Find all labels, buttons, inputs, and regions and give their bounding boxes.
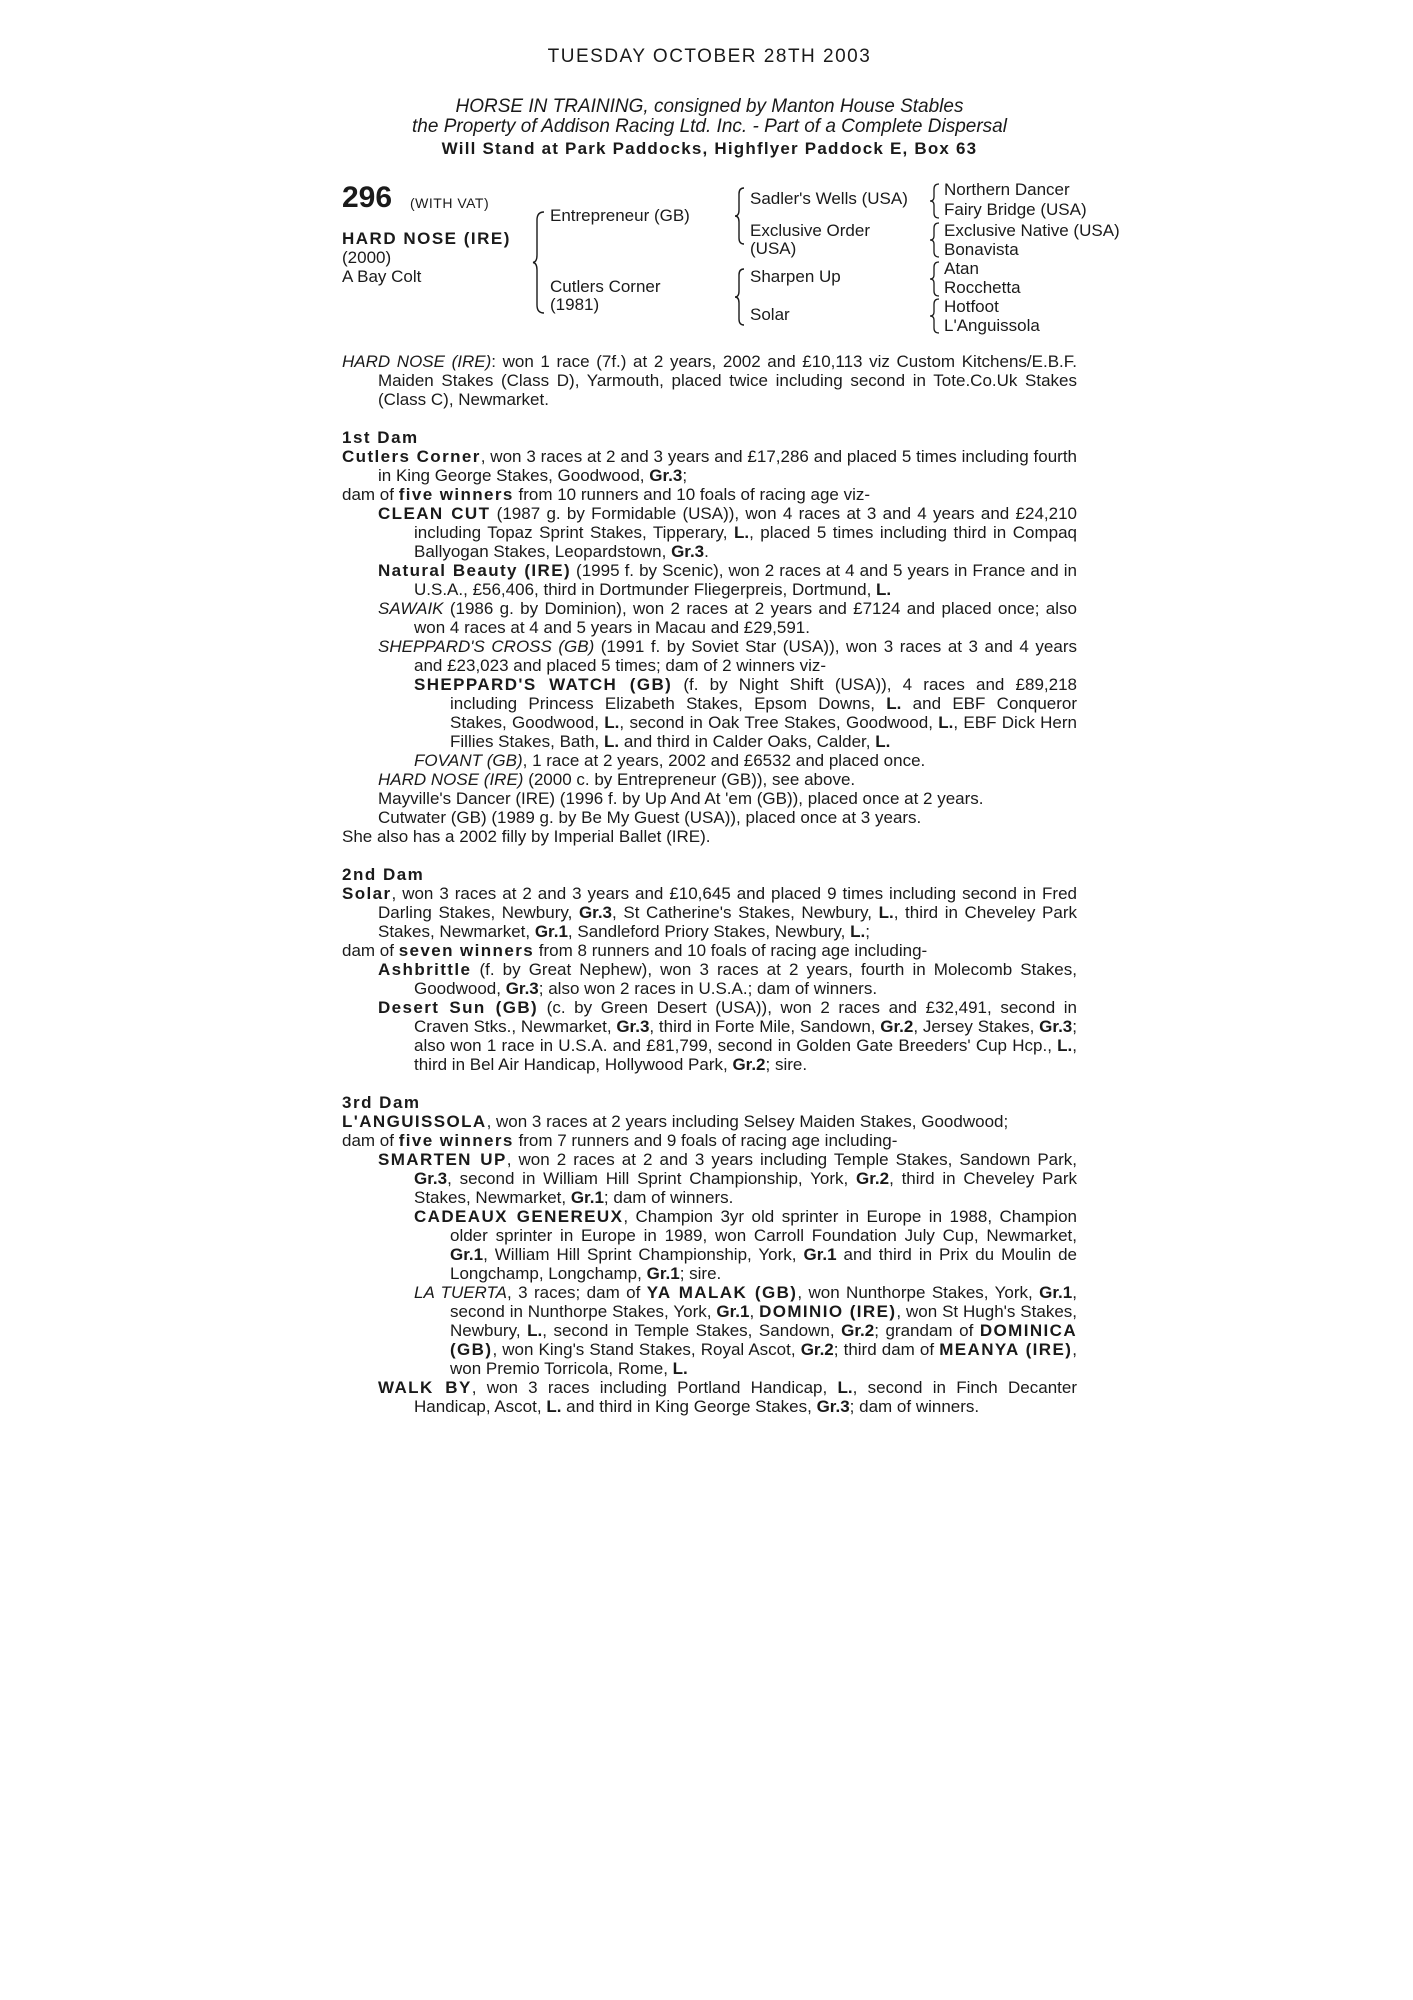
- pedigree-dam-line2: (1981): [550, 295, 600, 314]
- second-dam-record: Solar, won 3 races at 2 and 3 years and £10,645 and placed 9 times including second in Fred Darling Stakes, Newbury, Gr.3, St Catherine's Stakes, Newbury, L., third in Cheveley Park Stakes, Newmarket, Gr.1, Sandleford Priory Stakes, Newbury, L.;: [342, 884, 1077, 941]
- third-dam-heading: 3rd Dam: [342, 1093, 421, 1112]
- list-item: SHEPPARD'S WATCH (GB) (f. by Night Shift (USA)), 4 races and £89,218 including Princess Elizabeth Stakes, Epsom Downs, L. and EBF Conqueror Stakes, Goodwood, L., second in Oak Tree Stakes, Goodwood, L., EBF Dick Hern Fillies Stakes, Bath, L. and third in Calder Oaks, Calder, L.: [414, 675, 1078, 751]
- list-item: Cutwater (GB) (1989 g. by Be My Guest (USA)), placed once at 3 years.: [378, 808, 922, 827]
- pedigree-dss: Atan: [944, 259, 979, 278]
- pedigree-ddd: L'Anguissola: [944, 316, 1040, 335]
- lot-number: 296: [342, 181, 393, 214]
- pedigree-brace-main-icon: [532, 210, 546, 315]
- list-item: LA TUERTA, 3 races; dam of YA MALAK (GB), won Nunthorpe Stakes, York, Gr.1, second in Nunthorpe Stakes, York, Gr.1, DOMINIO (IRE), won St Hugh's Stakes, Newbury, L., second in Temple Stakes, Sandown, Gr.2; grandam of DOMINICA (GB), won King's Stand Stakes, Royal Ascot, Gr.2; third dam of MEANYA (IRE), won Premio Torricola, Rome, L.: [414, 1283, 1077, 1378]
- third-dam-produce-summary: dam of five winners from 7 runners and 9 foals of racing age including-: [342, 1131, 898, 1150]
- pedigree-dsd: Rocchetta: [944, 278, 1021, 297]
- pedigree-brace-dam-icon: [734, 267, 746, 327]
- list-item: FOVANT (GB), 1 race at 2 years, 2002 and £6532 and placed once.: [414, 751, 926, 770]
- pedigree-sire-dam-line2: (USA): [750, 239, 797, 258]
- first-dam-heading: 1st Dam: [342, 428, 419, 447]
- second-dam-produce-summary: dam of seven winners from 8 runners and 10 foals of racing age including-: [342, 941, 928, 960]
- pedigree-brace-sire-icon: [734, 186, 746, 246]
- list-item: CLEAN CUT (1987 g. by Formidable (USA)), won 4 races at 3 and 4 years and £24,210 including Topaz Sprint Stakes, Tipperary, L., placed 5 times including third in Compaq Ballyogan Stakes, Leopardstown, Gr.3.: [378, 504, 1077, 561]
- horse-name: HARD NOSE (IRE): [342, 229, 511, 248]
- pedigree-dam-sire: Sharpen Up: [750, 267, 841, 286]
- pedigree-sire-sire: Sadler's Wells (USA): [750, 189, 908, 208]
- pedigree-dam-line1: Cutlers Corner: [550, 277, 661, 296]
- property-line: the Property of Addison Racing Ltd. Inc. - Part of a Complete Dispersal: [412, 116, 1007, 137]
- pedigree-sss: Northern Dancer: [944, 180, 1070, 199]
- pedigree-brace-ds-icon: [929, 261, 941, 297]
- pedigree-sds: Exclusive Native (USA): [944, 221, 1120, 240]
- list-item: Mayville's Dancer (IRE) (1996 f. by Up And At 'em (GB)), placed once at 2 years.: [378, 789, 984, 808]
- third-dam-record: L'ANGUISSOLA, won 3 races at 2 years including Selsey Maiden Stakes, Goodwood;: [342, 1112, 1009, 1131]
- pedigree-sire: Entrepreneur (GB): [550, 206, 690, 225]
- pedigree-dam-dam: Solar: [750, 305, 790, 324]
- second-dam-heading: 2nd Dam: [342, 865, 425, 884]
- list-item: SAWAIK (1986 g. by Dominion), won 2 races at 2 years and £7124 and placed once; also won 4 races at 4 and 5 years in Macau and £29,591.: [378, 599, 1077, 637]
- lot-heading: [342, 97, 1077, 137]
- list-item: HARD NOSE (IRE) (2000 c. by Entrepreneur (GB)), see above.: [378, 770, 856, 789]
- list-item: Desert Sun (GB) (c. by Green Desert (USA)), won 2 races and £32,491, second in Craven Stks., Newmarket, Gr.3, third in Forte Mile, Sandown, Gr.2, Jersey Stakes, Gr.3; also won 1 race in U.S.A. and £81,799, second in Golden Gate Breeders' Cup Hcp., L., third in Bel Air Handicap, Hollywood Park, Gr.2; sire.: [378, 998, 1078, 1074]
- consignor-line: HORSE IN TRAINING, consigned by Manton House Stables: [455, 96, 964, 117]
- catalogue-body: [342, 352, 1077, 1416]
- stand-location: Will Stand at Park Paddocks, Highflyer Paddock E, Box 63: [441, 139, 978, 158]
- list-item: SMARTEN UP, won 2 races at 2 and 3 years including Temple Stakes, Sandown Park, Gr.3, second in William Hill Sprint Championship, York, Gr.2, third in Cheveley Park Stakes, Newmarket, Gr.1; dam of winners.: [378, 1150, 1077, 1207]
- sale-date: TUESDAY OCTOBER 28TH 2003: [547, 46, 872, 67]
- pedigree-brace-ss-icon: [929, 183, 941, 219]
- pedigree-brace-dd-icon: [929, 298, 941, 334]
- pedigree-brace-sd-icon: [929, 222, 941, 258]
- vat-note: (WITH VAT): [410, 195, 490, 211]
- first-dam-note: She also has a 2002 filly by Imperial Ballet (IRE).: [342, 827, 711, 846]
- horse-year: (2000): [342, 248, 392, 267]
- pedigree-sdd: Bonavista: [944, 240, 1019, 259]
- list-item: CADEAUX GENEREUX, Champion 3yr old sprinter in Europe in 1988, Champion older sprinter in Europe in 1989, won Carroll Foundation July Cup, Newmarket, Gr.1, William Hill Sprint Championship, York, Gr.1 and third in Prix du Moulin de Longchamp, Longchamp, Gr.1; sire.: [414, 1207, 1077, 1283]
- list-item: SHEPPARD'S CROSS (GB) (1991 f. by Soviet Star (USA)), won 3 races at 3 and 4 years and £23,023 and placed 5 times; dam of 2 winners viz-: [378, 637, 1077, 675]
- horse-summary: HARD NOSE (IRE): won 1 race (7f.) at 2 years, 2002 and £10,113 viz Custom Kitchens/E.B.F. Maiden Stakes (Class D), Yarmouth, placed twice including second in Tote.Co.Uk Stakes (Class C), Newmarket.: [342, 352, 1077, 409]
- list-item: WALK BY, won 3 races including Portland Handicap, L., second in Finch Decanter Handicap, Ascot, L. and third in King George Stakes, Gr.3; dam of winners.: [378, 1378, 1078, 1416]
- list-item: Ashbrittle (f. by Great Nephew), won 3 races at 2 years, fourth in Molecomb Stakes, Goodwood, Gr.3; also won 2 races in U.S.A.; dam of winners.: [378, 960, 1077, 998]
- first-dam-record: Cutlers Corner, won 3 races at 2 and 3 years and £17,286 and placed 5 times including fourth in King George Stakes, Goodwood, Gr.3;: [342, 447, 1078, 485]
- pedigree-sire-dam-line1: Exclusive Order: [750, 221, 870, 240]
- first-dam-produce-summary: dam of five winners from 10 runners and 10 foals of racing age viz-: [342, 485, 871, 504]
- horse-info: [342, 229, 511, 286]
- horse-description: A Bay Colt: [342, 267, 422, 286]
- pedigree-ssd: Fairy Bridge (USA): [944, 200, 1087, 219]
- pedigree-dds: Hotfoot: [944, 297, 999, 316]
- list-item: Natural Beauty (IRE) (1995 f. by Scenic), won 2 races at 4 and 5 years in France and in U.S.A., £56,406, third in Dortmunder Fliegerpreis, Dortmund, L.: [378, 561, 1077, 599]
